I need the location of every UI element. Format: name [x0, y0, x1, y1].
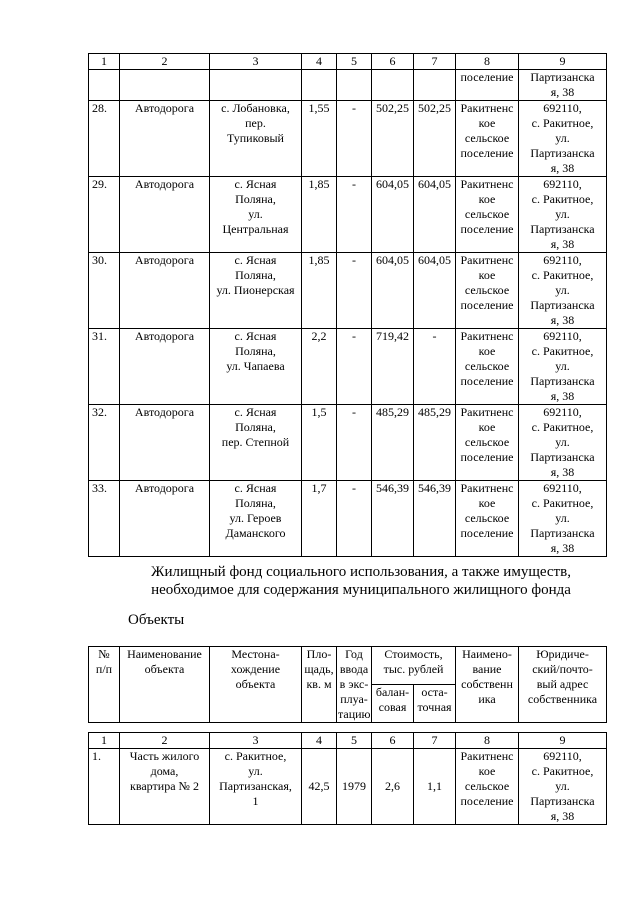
balance-cell: 2,6: [372, 749, 414, 825]
column-number: 7: [414, 733, 456, 749]
location-cell: [210, 481, 302, 557]
cell-line: кое: [478, 420, 496, 434]
owner-cell: [456, 481, 519, 557]
row-number: 28.: [89, 101, 120, 177]
cell-line: кое: [478, 268, 496, 282]
cell-line: я, 38: [550, 161, 575, 175]
cell-line: с. Ракитное,: [224, 749, 287, 763]
cell-line: тыс. рублей: [383, 662, 444, 676]
cell-line: Поляна,: [235, 420, 276, 434]
section-title-line2: необходимое для содержания муниципального жилищного фонда: [151, 582, 571, 598]
cell-line: вание: [472, 662, 502, 676]
cell-line: Год: [345, 647, 363, 661]
roads-table: [88, 53, 607, 557]
row-number: 31.: [89, 329, 120, 405]
section-title: [141, 563, 581, 599]
area-cell: 42,5: [302, 749, 337, 825]
row-number: 33.: [89, 481, 120, 557]
location-cell: [210, 405, 302, 481]
empty-cell: [337, 70, 372, 101]
cell-line: ул.: [555, 131, 570, 145]
table-row: [89, 749, 607, 825]
cell-line: с. Ракитное,: [531, 344, 594, 358]
cell-line: Ракитненс: [460, 253, 514, 267]
objects-header-table: [88, 646, 607, 723]
year-cell: -: [337, 177, 372, 253]
cell-line: Партизанска: [530, 146, 595, 160]
address-cell: [519, 101, 607, 177]
cell-line: я, 38: [550, 85, 575, 99]
cell-line: Ракитненс: [460, 177, 514, 191]
owner-cell: [456, 70, 519, 101]
cell-line: поселение: [460, 374, 514, 388]
empty-cell: [120, 70, 210, 101]
address-cell: [519, 70, 607, 101]
cell-line: с. Ясная: [234, 253, 277, 267]
column-number: 1: [89, 733, 120, 749]
length-cell: 2,2: [302, 329, 337, 405]
cell-line: поселение: [460, 70, 514, 84]
cell-line: Партизанска: [530, 374, 595, 388]
cell-line: ика: [478, 692, 496, 706]
column-number: 5: [337, 54, 372, 70]
residual-cell: 485,29: [414, 405, 456, 481]
cell-line: кое: [478, 192, 496, 206]
column-number: 3: [210, 733, 302, 749]
cell-line: ский/почто-: [532, 662, 593, 676]
table-row: [89, 253, 607, 329]
cell-line: Партизанска: [530, 222, 595, 236]
cell-line: кое: [478, 764, 496, 778]
cell-line: с. Ясная: [234, 329, 277, 343]
location-cell: [210, 329, 302, 405]
cell-line: Партизанска: [530, 450, 595, 464]
cell-line: 692110,: [543, 253, 582, 267]
cell-line: 692110,: [543, 749, 582, 763]
residual-cell: 604,05: [414, 253, 456, 329]
length-cell: 1,7: [302, 481, 337, 557]
object-name: Автодорога: [120, 101, 210, 177]
cell-line: ул.: [555, 283, 570, 297]
empty-cell: [89, 70, 120, 101]
cell-line: я, 38: [550, 809, 575, 823]
table-row: [89, 177, 607, 253]
cell-line: 1: [252, 794, 259, 808]
cell-line: ул.: [555, 207, 570, 221]
cell-line: Ракитненс: [460, 405, 514, 419]
cell-line: ул.: [555, 511, 570, 525]
section-title-line1: Жилищный фонд социального использования, а также имуществ,: [151, 564, 571, 580]
year-cell: 1979: [337, 749, 372, 825]
cell-line: я, 38: [550, 389, 575, 403]
object-name: Автодорога: [120, 177, 210, 253]
cell-line: сельское: [464, 511, 510, 525]
location-cell: [210, 749, 302, 825]
cell-line: собственн: [461, 677, 513, 691]
cell-line: ул. Героев: [229, 511, 282, 525]
cell-line: щадь,: [304, 662, 334, 676]
cell-line: вый адрес: [536, 677, 589, 691]
owner-cell: [456, 749, 519, 825]
cell-line: с. Ракитное,: [531, 268, 594, 282]
balance-cell: 719,42: [372, 329, 414, 405]
cell-line: в экс-: [339, 677, 369, 691]
column-number: 9: [519, 54, 607, 70]
cell-line: Поляна,: [235, 344, 276, 358]
cell-line: тацию: [338, 707, 371, 721]
cell-line: с. Ракитное,: [531, 496, 594, 510]
hdr-balance: [372, 685, 414, 723]
column-number-row: [89, 54, 607, 70]
cell-line: п/п: [95, 662, 113, 676]
cell-line: Юридиче-: [536, 647, 589, 661]
cell-line: ул.: [555, 435, 570, 449]
object-name: Автодорога: [120, 253, 210, 329]
cell-line: Наимено-: [462, 647, 512, 661]
column-number: 6: [372, 733, 414, 749]
object-name: Автодорога: [120, 481, 210, 557]
cell-line: 692110,: [543, 329, 582, 343]
cell-line: Наименование: [127, 647, 202, 661]
cell-line: поселение: [460, 450, 514, 464]
cell-line: сельское: [464, 283, 510, 297]
cell-line: совая: [378, 700, 407, 714]
row-number: 32.: [89, 405, 120, 481]
cell-line: сельское: [464, 359, 510, 373]
hdr-name: [120, 647, 210, 723]
column-number: 8: [456, 54, 519, 70]
cell-line: Партизанска: [530, 526, 595, 540]
cell-line: Ракитненс: [460, 101, 514, 115]
address-cell: [519, 177, 607, 253]
year-cell: -: [337, 253, 372, 329]
residual-cell: 1,1: [414, 749, 456, 825]
cell-line: поселение: [460, 222, 514, 236]
cell-line: Ракитненс: [460, 749, 514, 763]
empty-cell: [414, 70, 456, 101]
cell-line: ул. Пионерская: [216, 283, 295, 297]
residual-cell: 502,25: [414, 101, 456, 177]
cell-line: поселение: [460, 794, 514, 808]
table-row: [89, 481, 607, 557]
cell-line: ул.: [248, 764, 263, 778]
owner-cell: [456, 177, 519, 253]
hdr-year: [337, 647, 372, 723]
cell-line: точная: [417, 700, 452, 714]
cell-line: оста-: [421, 685, 448, 699]
cell-line: Партизанска: [530, 298, 595, 312]
cell-line: сельское: [464, 207, 510, 221]
hdr-location: [210, 647, 302, 723]
object-name: Автодорога: [120, 329, 210, 405]
cell-line: с. Ясная: [234, 177, 277, 191]
cell-line: поселение: [460, 526, 514, 540]
cell-line: кое: [478, 116, 496, 130]
cell-line: Партизанская,: [219, 779, 292, 793]
table-row: [89, 405, 607, 481]
cell-line: кв. м: [306, 677, 332, 691]
cell-line: 692110,: [543, 481, 582, 495]
cell-line: с. Ракитное,: [531, 116, 594, 130]
residual-cell: -: [414, 329, 456, 405]
row-number: 1.: [89, 749, 120, 825]
cell-line: Партизанска: [530, 794, 595, 808]
row-number: 29.: [89, 177, 120, 253]
cell-line: 692110,: [543, 405, 582, 419]
year-cell: -: [337, 481, 372, 557]
cell-line: с. Ракитное,: [531, 192, 594, 206]
length-cell: 1,55: [302, 101, 337, 177]
cell-line: ул.: [555, 779, 570, 793]
owner-cell: [456, 101, 519, 177]
residual-cell: 546,39: [414, 481, 456, 557]
cell-line: Часть жилого: [129, 749, 200, 763]
address-cell: [519, 405, 607, 481]
location-cell: [210, 101, 302, 177]
length-cell: 1,5: [302, 405, 337, 481]
cell-line: Местона-: [231, 647, 280, 661]
table-row: [89, 329, 607, 405]
cell-line: я, 38: [550, 313, 575, 327]
column-number: 8: [456, 733, 519, 749]
cell-line: с. Ясная: [234, 481, 277, 495]
owner-cell: [456, 405, 519, 481]
object-name: Автодорога: [120, 405, 210, 481]
year-cell: -: [337, 101, 372, 177]
cell-line: сельское: [464, 779, 510, 793]
hdr-cost-group: [372, 647, 456, 685]
cell-line: сельское: [464, 131, 510, 145]
cell-line: Партизанска: [530, 70, 595, 84]
empty-cell: [302, 70, 337, 101]
cell-line: я, 38: [550, 237, 575, 251]
hdr-num: [89, 647, 120, 723]
cell-line: собственника: [527, 692, 598, 706]
year-cell: -: [337, 405, 372, 481]
column-number: 6: [372, 54, 414, 70]
column-number: 2: [120, 54, 210, 70]
cell-line: дома,: [150, 764, 179, 778]
location-cell: [210, 177, 302, 253]
cell-line: Пло-: [306, 647, 332, 661]
cell-line: с. Лобановка,: [221, 101, 290, 115]
column-number-row: [89, 733, 607, 749]
cell-line: я, 38: [550, 465, 575, 479]
location-cell: [210, 253, 302, 329]
empty-cell: [372, 70, 414, 101]
cell-line: ул. Чапаева: [226, 359, 285, 373]
cell-line: 692110,: [543, 101, 582, 115]
cell-line: Центральная: [222, 222, 289, 236]
hdr-owner: [456, 647, 519, 723]
cell-line: объекта: [144, 662, 185, 676]
cell-line: 692110,: [543, 177, 582, 191]
cell-line: ул.: [248, 207, 263, 221]
object-name: [120, 749, 210, 825]
address-cell: [519, 749, 607, 825]
balance-cell: 485,29: [372, 405, 414, 481]
cell-line: я, 38: [550, 541, 575, 555]
cell-line: №: [98, 647, 110, 661]
cell-line: с. Ясная: [234, 405, 277, 419]
cell-line: Поляна,: [235, 192, 276, 206]
cell-line: с. Ракитное,: [531, 764, 594, 778]
owner-cell: [456, 329, 519, 405]
balance-cell: 546,39: [372, 481, 414, 557]
cell-line: сельское: [464, 435, 510, 449]
balance-cell: 604,05: [372, 177, 414, 253]
cell-line: Тупиковый: [227, 131, 284, 145]
hdr-residual: [414, 685, 456, 723]
section-subtitle: Объекты: [128, 612, 185, 628]
cell-line: Ракитненс: [460, 329, 514, 343]
owner-cell: [456, 253, 519, 329]
cell-line: поселение: [460, 146, 514, 160]
cell-line: Поляна,: [235, 496, 276, 510]
cell-line: объекта: [235, 677, 276, 691]
hdr-area: [302, 647, 337, 723]
balance-cell: 502,25: [372, 101, 414, 177]
cell-line: с. Ракитное,: [531, 420, 594, 434]
column-number: 7: [414, 54, 456, 70]
cell-line: Ракитненс: [460, 481, 514, 495]
cell-line: кое: [478, 496, 496, 510]
cell-line: ул.: [555, 359, 570, 373]
table-row: [89, 101, 607, 177]
address-cell: [519, 481, 607, 557]
year-cell: -: [337, 329, 372, 405]
cell-line: ввода: [339, 662, 369, 676]
column-number: 2: [120, 733, 210, 749]
length-cell: 1,85: [302, 177, 337, 253]
row-number: 30.: [89, 253, 120, 329]
column-number: 4: [302, 54, 337, 70]
column-number: 5: [337, 733, 372, 749]
length-cell: 1,85: [302, 253, 337, 329]
cell-line: поселение: [460, 298, 514, 312]
cell-line: плуа-: [340, 692, 368, 706]
cell-line: пер. Степной: [221, 435, 290, 449]
cell-line: квартира № 2: [130, 779, 199, 793]
address-cell: [519, 253, 607, 329]
cell-line: Даманского: [225, 526, 286, 540]
hdr-address: [519, 647, 607, 723]
empty-cell: [210, 70, 302, 101]
column-number: 9: [519, 733, 607, 749]
column-number: 4: [302, 733, 337, 749]
cell-line: кое: [478, 344, 496, 358]
continuation-row: [89, 70, 607, 101]
cell-line: Поляна,: [235, 268, 276, 282]
cell-line: хождение: [230, 662, 281, 676]
address-cell: [519, 329, 607, 405]
column-number: 3: [210, 54, 302, 70]
column-number: 1: [89, 54, 120, 70]
residual-cell: 604,05: [414, 177, 456, 253]
cell-line: балан-: [375, 685, 410, 699]
cell-line: Стоимость,: [384, 647, 443, 661]
balance-cell: 604,05: [372, 253, 414, 329]
objects-table: [88, 732, 607, 825]
cell-line: пер.: [245, 116, 266, 130]
